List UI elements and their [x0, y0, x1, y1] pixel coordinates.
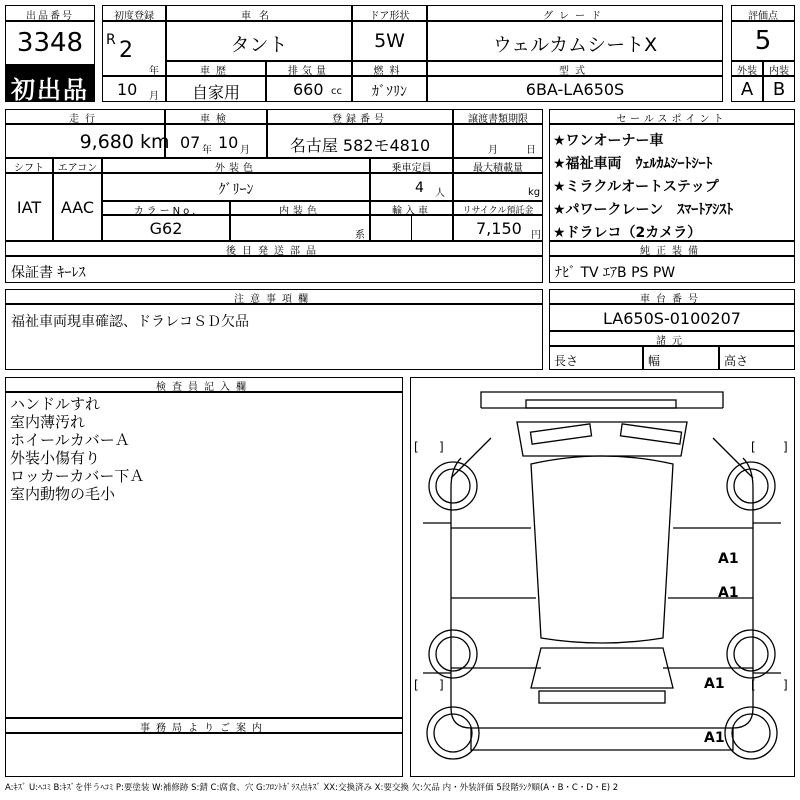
import-cell	[370, 215, 453, 241]
capacity-cell: 4 人	[370, 173, 453, 201]
sales-point-4: ★パワークレーン ｽﾏｰﾄｱｼｽﾄ	[553, 202, 734, 218]
dims-label-cell: 諸元	[549, 331, 795, 346]
int-color-cell: 系	[230, 215, 370, 241]
sales-point-1: ★ワンオーナー車	[553, 133, 664, 149]
color-cell	[102, 173, 370, 201]
notes-label-cell: 注意事項欄	[5, 289, 543, 304]
import-label-cell: 輸入車	[370, 201, 453, 215]
transfer-label-cell: 譲渡書類期限	[453, 109, 543, 124]
grade-label-cell: グレード	[427, 5, 723, 21]
inspector-line: ホイールカバーＡ	[10, 431, 130, 449]
bracket-left-top-r: [	[751, 440, 756, 454]
score-cell	[731, 21, 795, 61]
office-label-cell: 事務局よりご案内	[5, 718, 403, 733]
car-name: タント	[230, 34, 288, 56]
plate-label-cell: 登録番号	[267, 109, 453, 124]
fuel: ｶﾞｿﾘﾝ	[372, 84, 407, 100]
first-reg-label-cell: 初度登録	[102, 5, 166, 21]
damage-mark: A1	[704, 676, 725, 692]
int-cell	[763, 76, 795, 102]
history: 自家用	[191, 83, 240, 102]
mileage-cell: 9,680 km	[5, 124, 165, 158]
history-cell	[166, 76, 266, 102]
color: ｸﾞﾘｰﾝ	[218, 182, 254, 198]
lot-no-cell	[5, 21, 95, 65]
load-cell: kg	[453, 173, 543, 201]
equip-label-cell: 純正装備	[549, 241, 795, 256]
inspector-line: ロッカーカバー下Ａ	[10, 467, 145, 485]
inspector-line: 外装小傷有り	[10, 449, 101, 467]
mileage: 9,680	[79, 131, 134, 153]
fuel-cell	[352, 76, 427, 102]
legend: A:ｷｽﾞ U:ﾍｺﾐ B:ｷｽﾞを伴うﾍｺﾐ P:要塗装 W:補修跡 S:錆 C:腐食、穴 G:ﾌﾛﾝﾄｶﾞﾗｽ点ｷｽﾞ XX:交換済み X:要交換 欠:欠品 内・外装評価 5段階ﾗﾝｸ順(A・B・C・D・E) 2	[5, 783, 619, 793]
chassis-label-cell: 車台番号	[549, 289, 795, 304]
bracket-right-top: ]	[439, 440, 444, 454]
model: 6BA-LA650S	[525, 80, 625, 99]
capacity: 4	[415, 180, 424, 196]
later-label-cell: 後日発送部品	[5, 241, 543, 256]
displacement: 660	[293, 80, 324, 99]
equip-cell	[549, 256, 795, 283]
grade: ウェルカムシートX	[492, 34, 658, 56]
first-reg-cell: R 2 年	[102, 21, 166, 76]
car-name-cell	[166, 21, 352, 61]
mileage-label-cell: 走行	[5, 109, 165, 124]
bracket-left-bottom: [	[414, 678, 419, 692]
plate: 名古屋 582モ4810	[289, 136, 431, 155]
sales-points-box	[549, 124, 795, 241]
later-parts: 保証書 ｷｰﾚｽ	[11, 265, 86, 281]
notes: 福祉車両現車確認、ドラレコＳＤ欠品	[11, 314, 249, 330]
shift: IAT	[16, 198, 42, 217]
model-label-cell: 型式	[427, 61, 723, 76]
damage-mark: A1	[718, 551, 739, 567]
bracket-right-bottom-r: ]	[783, 678, 788, 692]
equipment: ﾅﾋﾞ TV ｴｱB PS PW	[555, 265, 676, 281]
car-name-label-cell: 車名	[166, 5, 352, 21]
dims-width-cell: 幅	[643, 346, 719, 370]
chassis-no: LA650S-0100207	[603, 309, 741, 328]
sales-label-cell: セールスポイント	[549, 109, 795, 124]
door-cell	[352, 21, 427, 61]
era: R	[106, 32, 116, 48]
ext-label-cell: 外装	[731, 61, 763, 76]
ac-cell	[53, 173, 102, 241]
car-outline-diagram	[411, 378, 794, 776]
recycle-cell: 7,150 円	[453, 215, 543, 241]
office-box	[5, 733, 403, 777]
displacement-label-cell: 排気量	[266, 61, 352, 76]
recycle-fee: 7,150	[476, 219, 522, 238]
notes-cell	[5, 304, 543, 370]
ac-label-cell: エアコン	[53, 158, 102, 173]
car-diagram	[410, 377, 795, 777]
shift-label-cell: シフト	[5, 158, 53, 173]
inspector-line: ハンドルすれ	[10, 395, 101, 413]
plate-cell	[267, 124, 453, 158]
insp-year: 07	[180, 133, 201, 152]
capacity-label-cell: 乗車定員	[370, 158, 453, 173]
later-cell	[5, 256, 543, 283]
grade-cell	[427, 21, 723, 61]
color-no-cell	[102, 215, 230, 241]
first-reg-month-cell: 10 月	[102, 76, 166, 102]
inspection-cell: 07 年 10 月	[165, 124, 267, 158]
inspector-line: 室内動物の毛小	[10, 485, 116, 503]
model-cell	[427, 76, 723, 102]
bracket-right-top-r: ]	[783, 440, 788, 454]
dims-height-cell: 高さ	[719, 346, 795, 370]
score: 5	[754, 26, 772, 56]
dims-length-cell: 長さ	[549, 346, 643, 370]
color-label-cell: 外装色	[102, 158, 370, 173]
lot-no-label-cell	[5, 5, 95, 21]
first-listing-badge: 初出品	[5, 65, 95, 102]
fuel-label-cell: 燃料	[352, 61, 427, 76]
reg-year: 2	[119, 38, 133, 63]
chassis-cell	[549, 304, 795, 331]
lot-no-label: 出品番号	[26, 11, 74, 22]
int-grade: B	[772, 79, 786, 100]
shift-cell	[5, 173, 53, 241]
inspector-label-cell: 検査員記入欄	[5, 377, 403, 392]
insp-month: 10	[218, 133, 239, 152]
displacement-cell: 660 cc	[266, 76, 352, 102]
ext-cell	[731, 76, 763, 102]
door-label-cell: ドア形状	[352, 5, 427, 21]
inspector-box	[5, 392, 403, 718]
damage-mark: A1	[718, 585, 739, 601]
history-label-cell: 車歴	[166, 61, 266, 76]
transfer-cell: 月 日	[453, 124, 543, 158]
int-label-cell: 内装	[763, 61, 795, 76]
score-label-cell: 評価点	[731, 5, 795, 21]
ac: AAC	[60, 198, 95, 217]
lot-no: 3348	[16, 28, 84, 58]
color-no: G62	[149, 219, 183, 238]
damage-mark: A1	[704, 730, 725, 746]
inspector-line: 室内薄汚れ	[10, 413, 86, 431]
load-label-cell: 最大積載量	[453, 158, 543, 173]
int-color-label-cell: 内装色	[230, 201, 370, 215]
bracket-left-top: [	[414, 440, 419, 454]
inspection-label-cell: 車検	[165, 109, 267, 124]
recycle-label-cell: リサイクル預託金	[453, 201, 543, 215]
reg-month: 10	[117, 80, 138, 99]
bracket-right-bottom: ]	[439, 678, 444, 692]
ext-grade: A	[740, 79, 754, 100]
door-type: 5W	[374, 30, 405, 52]
bracket-left-bottom-r: [	[751, 678, 756, 692]
color-no-label-cell: カラーNo.	[102, 201, 230, 215]
sales-point-3: ★ミラクルオートステップ	[553, 179, 719, 195]
sales-point-5: ★ドラレコ（2カメラ）	[553, 225, 702, 241]
sales-point-2: ★福祉車両 ｳｪﾙｶﾑｼｰﾄｼｰﾄ	[553, 156, 713, 172]
